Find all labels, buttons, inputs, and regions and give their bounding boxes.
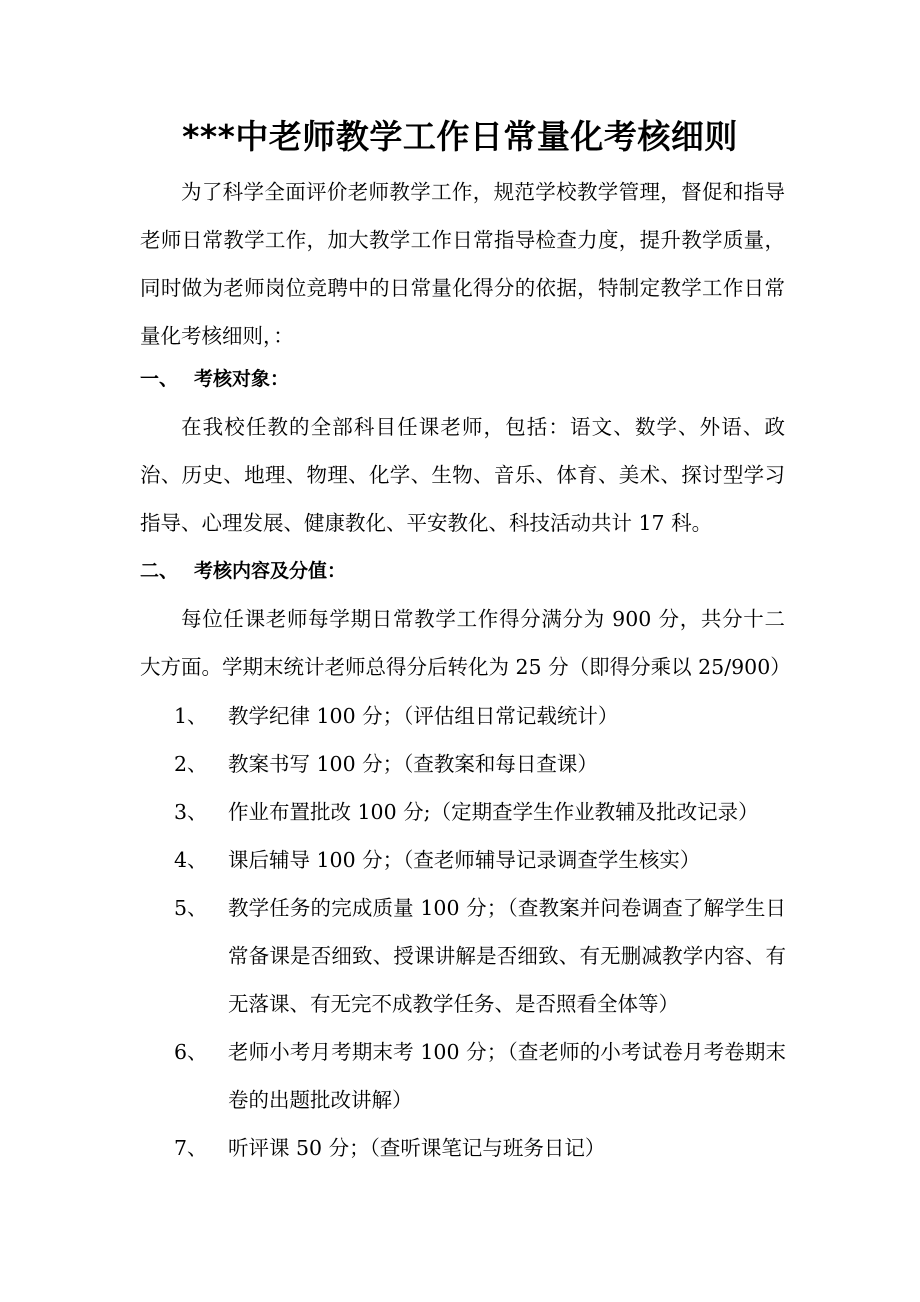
list-item-number: 2、 — [174, 752, 208, 776]
intro-paragraph: 为了科学全面评价老师教学工作，规范学校教学管理，督促和指导老师日常教学工作，加大教学工作日常指导检查力度，提升教学质量，同时做为老师岗位竞聘中的日常量化得分的依据，特制定教学工作日常量化考核细则，： — [140, 180, 785, 348]
list-item-text: 老师小考月考期末考 100 分；（查老师的小考试卷月考卷期末卷的出题批改讲解） — [228, 1040, 786, 1112]
section-title: 考核内容及分值： — [194, 560, 347, 582]
list-item-number: 4、 — [174, 848, 208, 872]
content-paragraph: 每位任课老师每学期日常教学工作得分满分为 900 分，共分十二大方面。学期末统计老师总得分后转化为 25 分（即得分乘以 25/900） — [140, 607, 791, 679]
target-paragraph: 在我校任教的全部科目任课老师，包括：语文、数学、外语、政治、历史、地理、物理、化学、生物、音乐、体育、美术、探讨型学习指导、心理发展、健康教化、平安教化、科技活动共计 17 科。 — [140, 415, 785, 535]
section-heading-target — [140, 355, 785, 403]
section-heading-content — [140, 547, 785, 595]
list-item — [174, 1124, 786, 1172]
list-item — [174, 884, 786, 1028]
list-item-text: 课后辅导 100 分；（查老师辅导记录调查学生核实） — [228, 848, 701, 872]
list-item — [174, 788, 786, 836]
section-number: 二、 — [140, 560, 179, 582]
section-number: 一、 — [140, 368, 179, 390]
list-item-text: 教学纪律 100 分；（评估组日常记载统计） — [228, 704, 619, 728]
list-item-number: 3、 — [174, 800, 208, 824]
list-item-text: 教案书写 100 分；（查教案和每日查课） — [228, 752, 598, 776]
list-item-text: 听评课 50 分；（查听课笔记与班务日记） — [228, 1136, 606, 1160]
list-item-number: 1、 — [174, 704, 208, 728]
list-item — [174, 1028, 786, 1124]
list-item-number: 5、 — [174, 896, 208, 920]
list-item-number: 7、 — [174, 1136, 208, 1160]
document-title: ***中老师教学工作日常量化考核细则 — [182, 117, 738, 156]
list-item — [174, 836, 786, 884]
list-item-text: 教学任务的完成质量 100 分；（查教案并问卷调查了解学生日常备课是否细致、授课讲解是否细致、有无删减教学内容、有无落课、有无完不成教学任务、是否照看全体等） — [228, 896, 786, 1016]
list-item-number: 6、 — [174, 1040, 208, 1064]
list-item — [174, 740, 786, 788]
list-item-text: 作业布置批改 100 分;（定期查学生作业教辅及批改记录） — [228, 800, 759, 824]
section-title: 考核对象： — [194, 368, 290, 390]
list-item — [174, 692, 786, 740]
